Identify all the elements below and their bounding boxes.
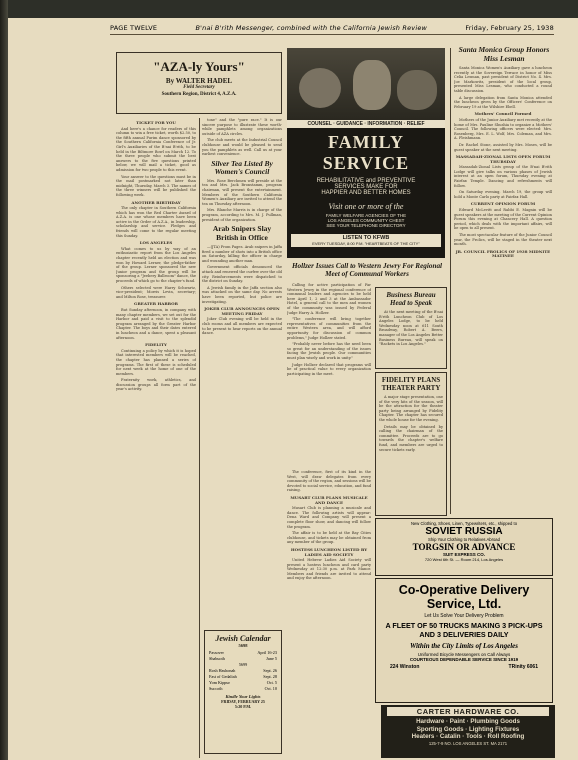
family-service-line1: REHABILITATIVE and PREVENTIVE: [316, 178, 416, 184]
calendar-event: Passover: [209, 650, 224, 655]
section-head: FIDELITY: [145, 342, 167, 348]
radio-box: [291, 234, 441, 247]
section-head: LOS ANGELES: [139, 240, 173, 246]
carter-line2: Sporting Goods · Lighting Fixtures: [416, 725, 520, 733]
business-bureau-box: [375, 287, 447, 369]
section-head: GREATER HARBOR: [134, 301, 178, 307]
hollzer-headline: Hollzer Issues Call to Western Jewry For Regional Meet of Communal Workers: [291, 262, 443, 278]
calendar-event: Yom Kippur: [209, 680, 230, 685]
coop-phone: TRinity 6061: [508, 664, 538, 670]
aza-role: Field Secretary: [183, 85, 215, 90]
calendar-row: [209, 686, 277, 692]
top-edge: [0, 0, 578, 18]
carter-line3: Heaters · Catalin · Tools · Roll Roofing: [411, 733, 525, 740]
suit-line: Ship Your Clothing to Relatives Abroad: [428, 537, 500, 542]
jr-council-head: JR. COUNCIL FROLICS OF 1938 MIDNITE MATINEE: [455, 248, 551, 259]
middle-lower-text: The conference, first of its kind in the West, will draw delegates from every community of the region, and sessions will be devoted to social service, education, and fund raising. MUSART CLUB PLANS MUSICALE AND DANCE Musart Club is planning a musicale and dance. The following artists will appear: Dena Ward and Company will present a complete floor show, and dancing will follow the program. The affair is to be held at the Bay Cities clubhouse, and tickets may be obtained from any member of the group. HOSTESS LUNCHEON LISTED BY LADIES AID SOCIETY United Hebrew Ladies Aid Society will present a hostess luncheon and card party Wednesday at 12:30 p.m. at Park Manor. Members and friends are invited to attend and enjoy the afternoon.: [287, 470, 371, 581]
page-header: [110, 22, 554, 35]
family-service-line3: HAPPIER AND BETTER HOMES: [321, 190, 411, 196]
fidelity-box: [375, 372, 447, 516]
family-service-banner: COUNSEL · GUIDANCE · INFORMATION · RELIEF: [287, 120, 445, 128]
suit-title2: TORGSIN OR ADVANCE: [412, 542, 516, 552]
aza-title: "AZA-ly Yours": [153, 59, 245, 74]
suit-title: SOVIET RUSSIA: [425, 526, 503, 537]
aza-column-box: [116, 52, 282, 114]
aza-column-text: TICKET FOR YOU And here's a chance for readers of this column to win a free ticket, worth $2.50, to the fifth annual Purim dance sponsored by the Southern California Conference of Jr. Girl's Auxiliaries of the B'nai B'rith, to be held in the Biltmore Bowl on March 12. To the three people who submit the best answers to the five questions printed below, we will mail a ticket, good as admission for two people to this event. Your answer to the questions must be in the mail postmarked not later than midnight, Thursday, March 3. The names of the three winners will be published the following week. ANOTHER BIRTHDAY The only chapter in Southern California which has won the Red Charter Award of A.Z.A. is one whose members have been active in the Order of A.Z.A., in leadership, scholarship and service. Pledges and friends will come to the regular meeting this Sunday. LOS ANGELES What comes to us by way of an enthusiastic report from the Los Angeles chapter recently held an election and was won by Howard Lerner, the pledge-father of the group. Lerner sponsored the new Junior program and the group will be sponsoring a "Jeebery Ballroom" dance, the proceeds of which go to the chapter's fund. Others selected were Harry Schwartz, vice-president; Morris Levin, secretary; and Milton Rose, treasurer. GREATER HARBOR But Sunday afternoon, in company with many chapter members, we set out for the Harbor and paid a visit to the splendid program arranged by the Greater Harbor Chapter. The boys and their dates entered in luncheon and a dance, spent a pleasant afternoon. FIDELITY Continuing a policy by which it is hoped that interested members will be reached, the chapter has planned a series of programs. The first of these is scheduled for next week at the home of one of the members. Fraternity work, athletics, and discussion groups all form part of the year's activity.: [116, 120, 196, 392]
carter-name: CARTER HARDWARE CO.: [387, 707, 549, 716]
family-service-org2: LOS ANGELES COMMUNITY CHEST: [327, 218, 405, 223]
suit-top: New Clothing, Shoes, Linen, Typewriters, etc., shipped to: [410, 521, 518, 526]
calendar-event: Succoth: [209, 686, 223, 691]
santa-monica-headline: Santa Monica Group Honors Miss Lesman: [458, 45, 550, 63]
calendar-date: Sept. 28: [263, 674, 277, 679]
family-service-title: FAMILY SERVICE: [322, 132, 410, 173]
candle-label: Kindle Your Lights: [225, 694, 261, 699]
coop-within: Within the City Limits of Los Angeles: [410, 642, 518, 650]
aza-region: Southern Region, District 4, A.Z.A.: [161, 92, 237, 97]
section-head: ANOTHER BIRTHDAY: [131, 199, 181, 205]
candle-date: FRIDAY, FEBRUARY 25: [221, 699, 265, 704]
silver-tea-headline: Silver Tea Listed By Women's Council: [211, 158, 273, 176]
aza-byline: By WALTER HADEL: [165, 77, 233, 85]
calendar-date: Sept. 26: [263, 668, 277, 673]
photo-figure-left: [299, 68, 341, 108]
ad-photo: [287, 48, 445, 120]
suit-foot: SUIT EXPRESS CO.: [442, 552, 485, 557]
coop-uniform: Uniformed Bicycle Messengers on Call Always: [417, 652, 511, 657]
family-service-ad: [287, 48, 445, 258]
calendar-date: June 5: [266, 656, 277, 661]
paper-title: B'nai B'rith Messenger, combined with the California Jewish Review: [195, 24, 428, 32]
right-column-text: Santa Monica Women's Auxiliary gave a luncheon recently at the Sovereign Terrace in honor of Miss Celia Lesman, past president of District No. 4. Mrs. Joe Markowitz, president of the local group, presented Miss Lesman, who conducted a round table discussion. A large delegation from Santa Monica attended the luncheon given by the Officers' Conference on February 19 at the Wilshire Ebell. Mothers' Council Formed Mothers of the Junior Auxiliary met recently at the home of Mrs. Pauline Shushia to organize a Mothers' Council. The following officers were elected: Mrs. Rosenberg, Mrs. E. L. Wolf, Mrs. Coleman, and Mrs. A. Fleishmann. Dr. Rachel Stone, assisted by Mrs. Moses, will be guest speaker at the next meeting. MASSADAH-ZIONAL LISTS OPEN FORUM THURSDAY Massadah-Zional Lists group of the B'nai B'rith Lodge will give talks on various phases of Jewish interest at an open forum, Thursday evening at Fairfax Temple. Dancing and refreshments will follow. On Saturday evening, March 19, the group will hold a Monte Carlo party at Fairfax Hall. CURRENT OPINION FORUM Edward McLevitt and Rabbi E. Magnin will be guest speakers at the meeting of the Current Opinion Forum this evening at Chancery Hall. A question period, which deals with the important affairs, will be open to all present. The most spectacular feature of the Junior Council year, the Frolics, will be staged in the theater next month. JR. COUNCIL FROLICS OF 1938 MIDNITE MATINEE: [454, 66, 552, 259]
photo-figure-right: [397, 70, 437, 110]
family-service-visit: Visit one or more of the: [328, 202, 404, 211]
calendar-year: 5698: [238, 643, 248, 648]
calendar-rows: [205, 648, 281, 694]
family-service-org1: FAMILY WELFARE AGENCIES OF THE: [325, 213, 407, 218]
coop-title: Co-Operative Delivery Service, Ltd.: [398, 583, 530, 611]
coop-sub: Let Us Solve Your Delivery Problem: [424, 613, 504, 619]
listen-time: EVERY TUESDAY, 8:00 P.M. "HEARTBEATS OF THE CITY": [312, 241, 420, 246]
listen-label: LISTEN TO KFWB: [342, 235, 390, 241]
carter-hardware-ad: [381, 705, 555, 758]
suit-express-ad: [375, 518, 553, 576]
mothers-council-head: Mothers' Council Formed: [474, 111, 532, 117]
carter-line1: Hardware · Paint · Plumbing Goods: [416, 718, 520, 725]
calendar-event: Rosh Hashonah: [209, 668, 236, 673]
current-opinion-head: CURRENT OPINION FORUM: [470, 201, 536, 207]
business-headline: Business Bureau Head to Speak: [386, 291, 436, 307]
calendar-title: Jewish Calendar: [215, 634, 271, 643]
fidelity-headline: FIDELITY PLANS THEATER PARTY: [381, 376, 441, 392]
carter-address: 125-7-9 NO. LOS ANGELES ST. MA 2171: [428, 740, 508, 746]
coop-address: 224 Winston: [390, 664, 420, 670]
coop-courteous: COURTEOUS DEPENDABLE SERVICE SINCE 1919: [409, 657, 519, 662]
family-service-org3: SEE YOUR TELEPHONE DIRECTORY: [326, 223, 406, 228]
massadah-head: MASSADAH-ZIONAL LISTS OPEN FORUM THURSDAY: [455, 154, 551, 164]
fidelity-story: A major stage presentation, one of the very hits of the season, will be the attraction for the theater party being arranged by Fidelity Chapter. The chapter has secured the whole house for the evening. Details may be obtained by calling the chairman of the committee. Proceeds are to go towards the chapter's welfare fund, and members are urged to secure tickets early.: [379, 395, 443, 452]
calendar-date: Oct. 10: [264, 686, 277, 691]
jewish-calendar-box: [204, 630, 282, 754]
joker-headline: JOKER CLUB ANNOUNCES OPEN MEETING FRIDAY: [204, 306, 280, 316]
photo-figure-center: [353, 60, 391, 110]
hostess-headline: HOSTESS LUNCHEON LISTED BY LADIES AID SOCIETY: [290, 546, 368, 557]
issue-date: Friday, February 25, 1938: [465, 24, 554, 32]
calendar-event: Shabuoth: [209, 656, 225, 661]
family-service-line2: SERVICES MAKE FOR: [334, 184, 398, 190]
binding-edge: [0, 0, 8, 760]
hollzer-story: Calling for active participation of Far Western Jewry in the regional conference of communal leaders and agencies to be held here April 1, 2 and 3 at the Ambassador Hotel, a general call to the men and women of the community was issued by Federal Judge Harry A. Hollzer. "The conference will bring together representatives of communities from the entire Western area, and will afford opportunity for discussion of common problems," Judge Hollzer stated. "Probably never before has the need been so great for an understanding of the issues facing the Jewish people. Our communities must plan wisely and work in unity." Judge Hollzer declared that programs will be of practical value to every organization participating in the meet.: [287, 283, 371, 376]
calendar-date: Oct. 5: [266, 680, 277, 685]
column-rule: [450, 48, 451, 514]
suit-address: 720 West 6th St. — Room 214, Los Angeles: [424, 557, 504, 562]
business-story: At the next meeting of the B'nai B'rith Luncheon Club of Los Angeles Lodge, to be held Wednesday noon at 611 South Broadway, Robert A. Beers, manager of the Los Angeles Better Business Bureau, will speak on "Rackets in Los Angeles.": [379, 310, 443, 347]
arab-headline: Arab Snipers Slay British in Office: [212, 224, 272, 242]
calendar-date: April 16-23: [257, 650, 277, 655]
page-number: PAGE TWELVE: [110, 24, 158, 32]
calendar-event: Fast of Gedaliah: [209, 674, 237, 679]
musart-headline: MUSART CLUB PLANS MUSICALE AND DANCE: [290, 494, 368, 505]
candle-time: 5:20 P.M.: [234, 704, 252, 709]
coop-contact: [376, 664, 552, 670]
column-two-text: tone" and the "pure race." It is our sincere purpose to illustrate these worth-while pamphlets among organizations outside of AZA circles. The club meets at the Industrial Council clubhouse and would be pleased to send you the pamphlets as well. Call us at your earliest convenience. Silver Tea Listed By Women's Council Mrs. Rose Berchmen will preside at the tea and Mrs. Jack Bronstamm, program chairman, will present the entertainment. Members of the Southern California Women's Auxiliary are invited to attend the tea on Thursday afternoon. Mrs. Blanche Marris is in charge of the program, according to Mrs. M. J. Pullman, president of the organization. Arab Snipers Slay British in Office —(JTA) From Pages. Arab snipers in Jaffa fired a number of shots into a British office on Saturday, killing the officer in charge and wounding another man. Government officials denounced the attack and renewed the curfew over the old city. Reinforcements were dispatched to the district on Sunday. A Jewish family in the Jaffa section also was attacked on the same day. No arrests have been reported, but police are investigating. JOKER CLUB ANNOUNCES OPEN MEETING FRIDAY Joker Club evening will be held in the club rooms and all members are expected to be present to hear reports on the annual dance.: [202, 118, 282, 336]
section-head: TICKET FOR YOU: [136, 120, 176, 125]
coop-fleet: A FLEET OF 50 TRUCKS MAKING 3 PICK-UPS AND 3 DELIVERIES DAILY: [385, 621, 543, 639]
coop-delivery-ad: [375, 578, 553, 703]
calendar-event: 5699: [238, 662, 248, 667]
column-rule: [199, 118, 200, 758]
